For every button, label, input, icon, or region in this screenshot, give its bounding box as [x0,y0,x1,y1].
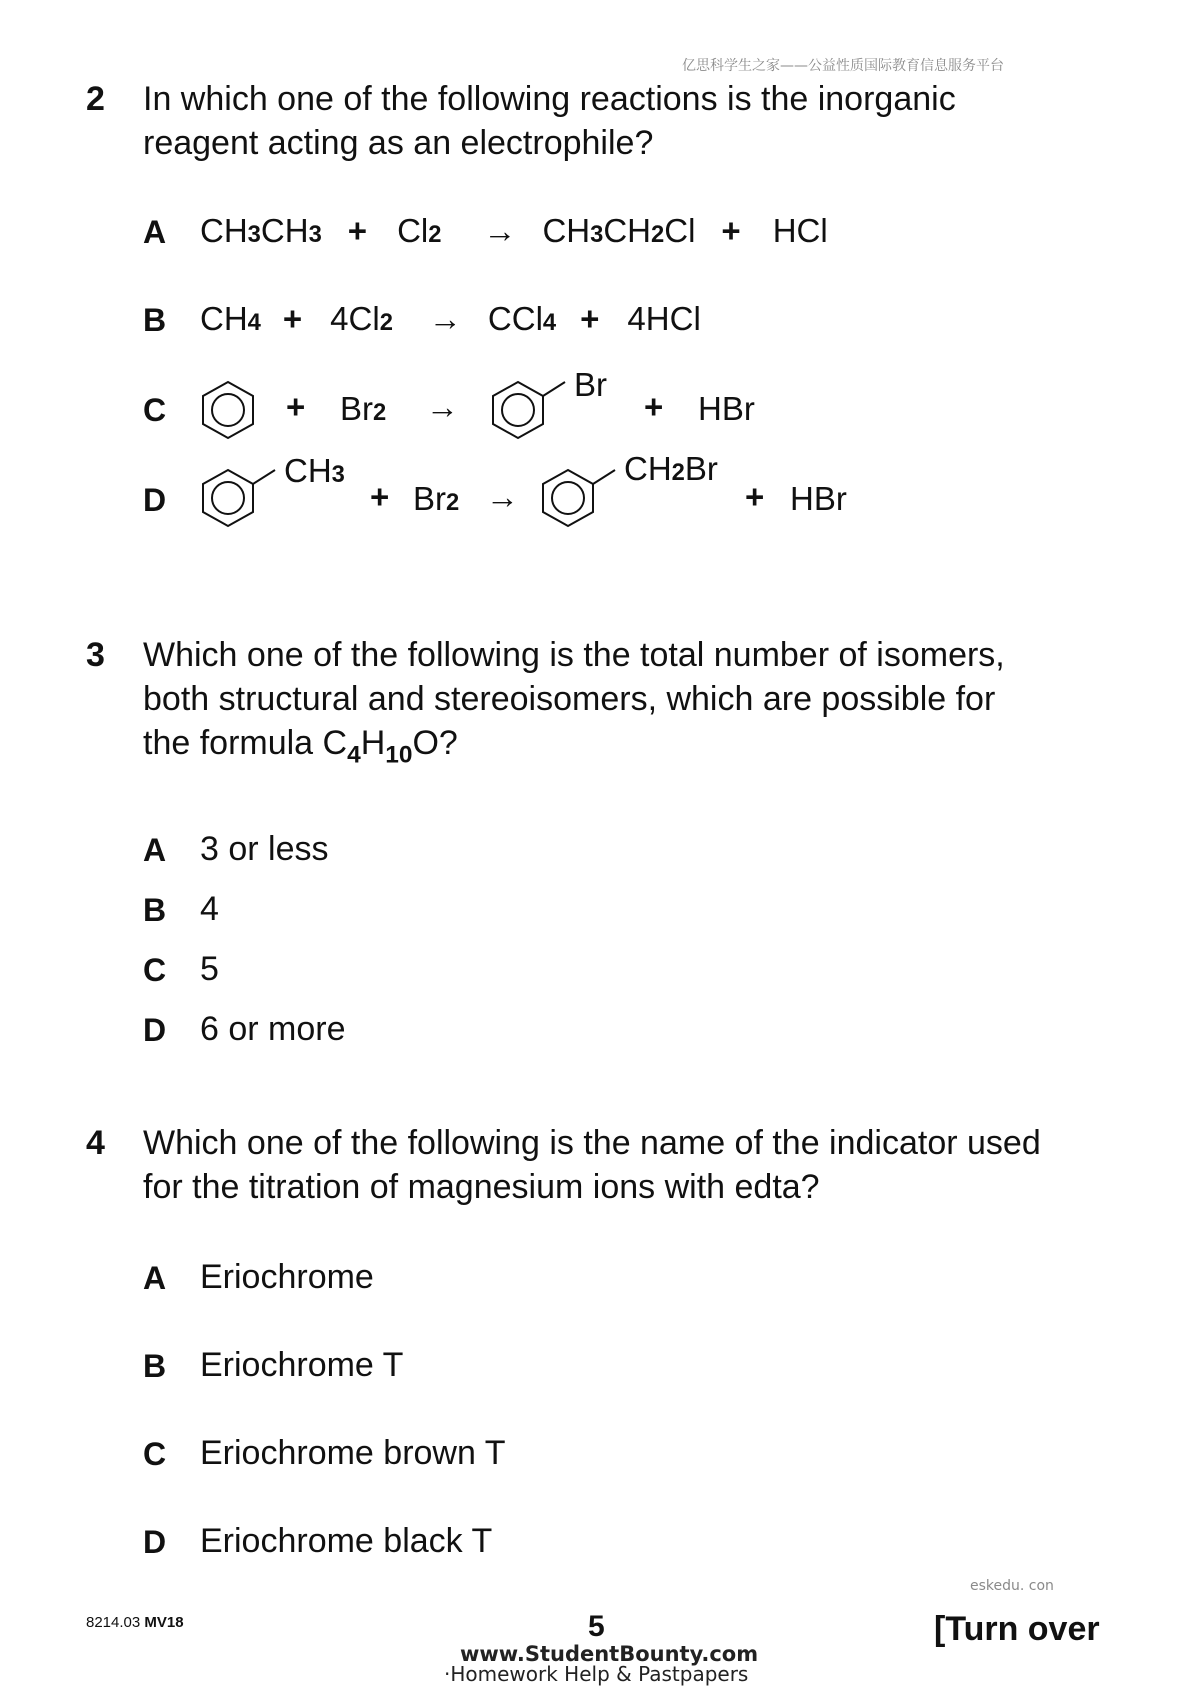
product-hbr: HBr [790,480,847,517]
formula-part: Br [684,450,718,487]
benzene-ring-icon [200,380,256,440]
paper-code [86,1614,184,1631]
question-3-line-3 [143,724,458,769]
q2-option-a-letter: A [143,214,167,250]
q4-option-d-text: Eriochrome black T [200,1522,493,1560]
studentbounty-url: www.StudentBounty.com [460,1642,759,1666]
turn-over-label: [Turn over [934,1610,1100,1648]
toluene-ring-icon [200,468,280,528]
formula-part: Cl [664,212,696,249]
question-2-line-2: reagent acting as an electrophile? [143,124,654,162]
substituent-br: Br [574,366,607,403]
plus-sign: + [370,478,390,515]
product-hbr: HBr [698,390,755,427]
q3-option-b-letter: B [143,892,167,928]
q4-option-b-text: Eriochrome T [200,1346,404,1384]
question-4-number: 4 [86,1124,105,1162]
arrow: → [483,212,517,249]
formula-part: CH [200,212,248,249]
text-part: O? [412,724,458,762]
question-3-line-2: both structural and stereoisomers, which are possible for [143,680,996,718]
formula-part: 4HCl [627,300,701,337]
formula-part: CH [603,212,652,249]
substituent-ch2br: CH 2 Br [624,450,718,487]
formula-part: Cl [397,212,429,249]
plus-sign: + [721,212,741,249]
reagent-bromine: Br 2 [340,390,387,427]
q3-option-b-text: 4 [200,890,219,928]
q2-option-c-letter: C [143,392,167,428]
plus-sign: + [580,300,600,337]
q4-option-c-text: Eriochrome brown T [200,1434,506,1472]
studentbounty-tagline: ·Homework Help & Pastpapers [444,1662,749,1686]
arrow: → [486,478,519,515]
formula-part: CH [624,450,672,487]
watermark-top: 亿思科学生之家——公益性质国际教育信息服务平台 [682,58,1004,74]
q4-option-c-letter: C [143,1436,167,1472]
question-3-line-1: Which one of the following is the total number of isomers, [143,636,1005,674]
formula-part: Br [413,480,446,517]
benzyl-bromide-ring-icon [540,468,620,528]
q3-option-d-text: 6 or more [200,1010,346,1048]
q2-option-a-equation: CH 3 CH 3 + Cl 2 → CH 3 CH 2 Cl + HCl [200,212,828,249]
q4-option-d-letter: D [143,1524,167,1560]
question-2-number: 2 [86,80,105,118]
q4-option-b-letter: B [143,1348,167,1384]
formula-part: HCl [772,212,828,249]
q3-option-c-letter: C [143,952,167,988]
paper-code-version: MV18 [144,1614,184,1631]
arrow: → [426,388,459,425]
formula-part: CH [284,452,332,489]
q2-option-b-letter: B [143,302,167,338]
q2-option-d-letter: D [143,482,167,518]
plus-sign: + [286,388,306,425]
plus-sign: + [347,212,368,249]
q3-option-c-text: 5 [200,950,219,988]
watermark-bottom: eskedu. con [970,1578,1054,1594]
q4-option-a-text: Eriochrome [200,1258,374,1296]
formula-part: Br [340,390,373,427]
formula-part: CH [542,212,591,249]
bromobenzene-ring-icon [490,380,570,440]
question-3-number: 3 [86,636,105,674]
q3-option-d-letter: D [143,1012,167,1048]
formula-part: CH [260,212,309,249]
q3-option-a-letter: A [143,832,167,868]
q2-option-b-equation: CH 4 + 4Cl 2 → CCl 4 + 4HCl [200,300,701,337]
plus-sign: + [745,478,765,515]
q3-option-a-text: 3 or less [200,830,329,868]
text-part: H [360,724,386,762]
plus-sign: + [644,388,664,425]
question-2-line-1: In which one of the following reactions is the inorganic [143,80,956,118]
formula-part: CH [200,300,248,337]
formula-part: CCl [487,300,543,337]
question-4-line-1: Which one of the following is the name of the indicator used [143,1124,1041,1162]
question-4-line-2: for the titration of magnesium ions with edta? [143,1168,820,1206]
reagent-bromine: Br 2 [413,480,460,517]
paper-code-number: 8214.03 [86,1614,141,1631]
arrow: → [428,300,462,337]
q4-option-a-letter: A [143,1260,167,1296]
plus-sign: + [282,300,303,337]
page-number: 5 [588,1610,605,1643]
substituent-ch3: CH 3 [284,452,345,489]
subscript: 4 [347,741,361,769]
formula-part: 4Cl [330,300,380,337]
text-part: the formula C [143,724,348,762]
subscript: 10 [385,741,413,769]
